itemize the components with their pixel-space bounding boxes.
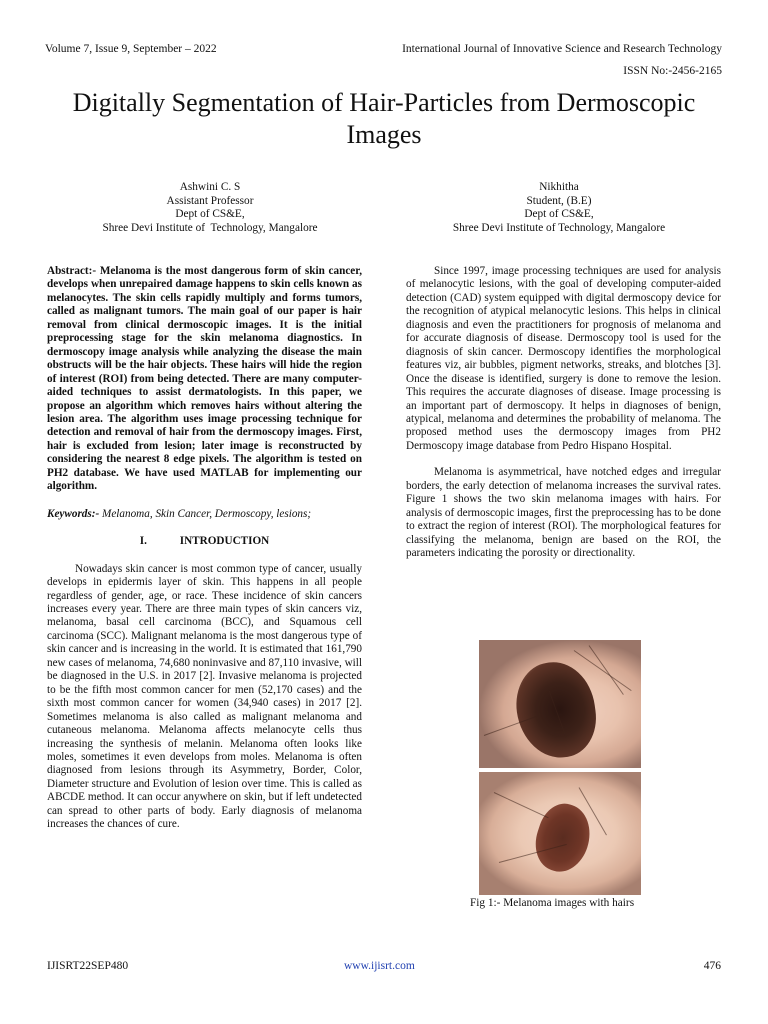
body-paragraph-1: Since 1997, image processing techniques are used for analysis of melanocytic lesions, with the goal of developing computer-aided detection (CAD) system equipped with digital dermoscopy device for the recognition of atypical melanocytic lesions. This helps in clinical diagnosis and even the practitioners for prognosis of melanoma and for accurate diagnosis of disease. Dermoscopy tool is used for the diagnosis of skin cancer. Dermoscopy identifies the morphological features viz, air bubbles, pigment networks, streaks, and blotches [3]. Once the disease is identified, surgery is done to remove the lesion. This requires the accurate diagnoses of disease. Image processing is an important part of dermoscopy. It helps in diagnoses of benign, atypical, melanoma and determines the probability of melanoma. The proposed method uses the dermoscopy images from PH2 Dermoscopy image database from Pedro Hispano Hospital. xyxy=(406,265,721,452)
section-title: INTRODUCTION xyxy=(179,535,270,548)
author-institute: Shree Devi Institute of Technology, Mangalore xyxy=(452,221,666,234)
author-role: Assistant Professor xyxy=(166,194,254,207)
header-journal: International Journal of Innovative Science and Research Technology xyxy=(402,43,722,55)
header-volume: Volume 7, Issue 9, September – 2022 xyxy=(45,43,217,55)
lesion-2 xyxy=(528,798,598,879)
figure-1 xyxy=(479,640,641,895)
footer-url[interactable]: www.ijisrt.com xyxy=(344,960,415,972)
body-paragraph-2: Melanoma is asymmetrical, have notched edges and irregular borders, the early detection of melanoma increases the survival rates. Figure 1 shows the two skin melanoma images with hairs. For analysis of dermoscopic images, first the preprocessing has to be done to extract the region of interest (ROI). The morphological features for classifying the melanoma, benign are based on the ROI, the parameters indicating the porosity or directionality. xyxy=(406,466,721,560)
right-column xyxy=(406,265,721,561)
paragraph-spacer xyxy=(406,453,721,466)
author-institute: Shree Devi Institute of Technology, Mangalore xyxy=(102,221,318,234)
author-name: Ashwini C. S xyxy=(179,181,241,193)
author-role: Student, (B.E) xyxy=(526,194,592,207)
author-block-2 xyxy=(430,181,688,235)
hair-strand xyxy=(589,645,624,695)
footer-page-number: 476 xyxy=(703,960,721,972)
keywords-text: Melanoma, Skin Cancer, Dermoscopy, lesions; xyxy=(99,507,312,520)
footer-article-id: IJISRT22SEP480 xyxy=(47,960,129,972)
figure-caption: Fig 1:- Melanoma images with hairs xyxy=(470,897,635,909)
intro-paragraph: Nowadays skin cancer is most common type of cancer, usually develops in epidermis layer of skin. This happens in all people regardless of gender, age, or race. These incidence of skin cancers increases every year. There are three main types of skin cancers viz, melanoma, basal cell carcinoma (BCC), and Squamous cell carcinoma (SCC). Malignant melanoma is the most dangerous type of skin cancer and is increasing in the world. It is estimated that 161,790 new cases of melanoma, 74,680 noninvasive and 87,110 invasive, will be diagnosed in the U.S. in 2017 [2]. Invasive melanoma is projected to be the fifth most common cancer for men (52,170 cases) and the sixth most common cancer for women (34,940 cases) in 2017 [2]. Sometimes melanoma is also called as malignant melanoma and cutaneous melanoma. Melanoma affects melanocyte cells thus increasing the synthesis of melanin. Melanoma often looks like moles, sometimes it even develops from moles. Melanoma is often diagnosed from lesions through its Asymmetry, Border, Color, Diameter structure and Evolution of lesion over time. This is called as ABCDE method. It can occur anywhere on skin, but if left undetected can spread to other parts of body. Early diagnosis of melanoma increases the chances of cure. xyxy=(47,562,362,831)
section-number: I. xyxy=(139,535,147,548)
keywords xyxy=(47,508,362,521)
author-name: Nikhitha xyxy=(539,181,579,193)
hair-strand xyxy=(494,792,549,818)
melanoma-image-1 xyxy=(479,640,641,768)
melanoma-image-2 xyxy=(479,772,641,895)
abstract: Abstract:- Melanoma is the most dangerous form of skin cancer, develops when unrepaired damage happens to skin cells known as melanocytes. The skin cells rapidly multiply and forms tumors, called as malignant tumors. The main goal of our paper is hair removal from clinical dermoscopic images. It is the initial preprocessing stage for the skin melanoma diagnostics. In dermoscopy image analysis while analyzing the disease the main obstructs will be the hair objects. These hairs will hide the region of interest (ROI) from being detected. There are many computer-aided techniques to assist dermatologists. In this paper, we propose an algorithm which removes hairs without altering the lesion area. The algorithm uses image processing technique for detection and removal of hair from the dermoscopy images. First, hair is excluded from lesion; later image is reconstructed by considering the nearest 8 edge pixels. The algorithm is tested on PH2 database. We have used MATLAB for implementing our algorithm. xyxy=(47,265,362,493)
author-dept: Dept of CS&E, xyxy=(524,208,594,221)
keywords-label: Keywords:- xyxy=(47,507,100,520)
author-block-1 xyxy=(80,181,340,235)
author-dept: Dept of CS&E, xyxy=(175,208,245,221)
paper-title: Digitally Segmentation of Hair-Particles from Dermoscopic Images xyxy=(72,88,696,149)
left-column xyxy=(47,265,362,832)
section-heading xyxy=(47,535,362,548)
header-issn: ISSN No:-2456-2165 xyxy=(623,65,722,77)
